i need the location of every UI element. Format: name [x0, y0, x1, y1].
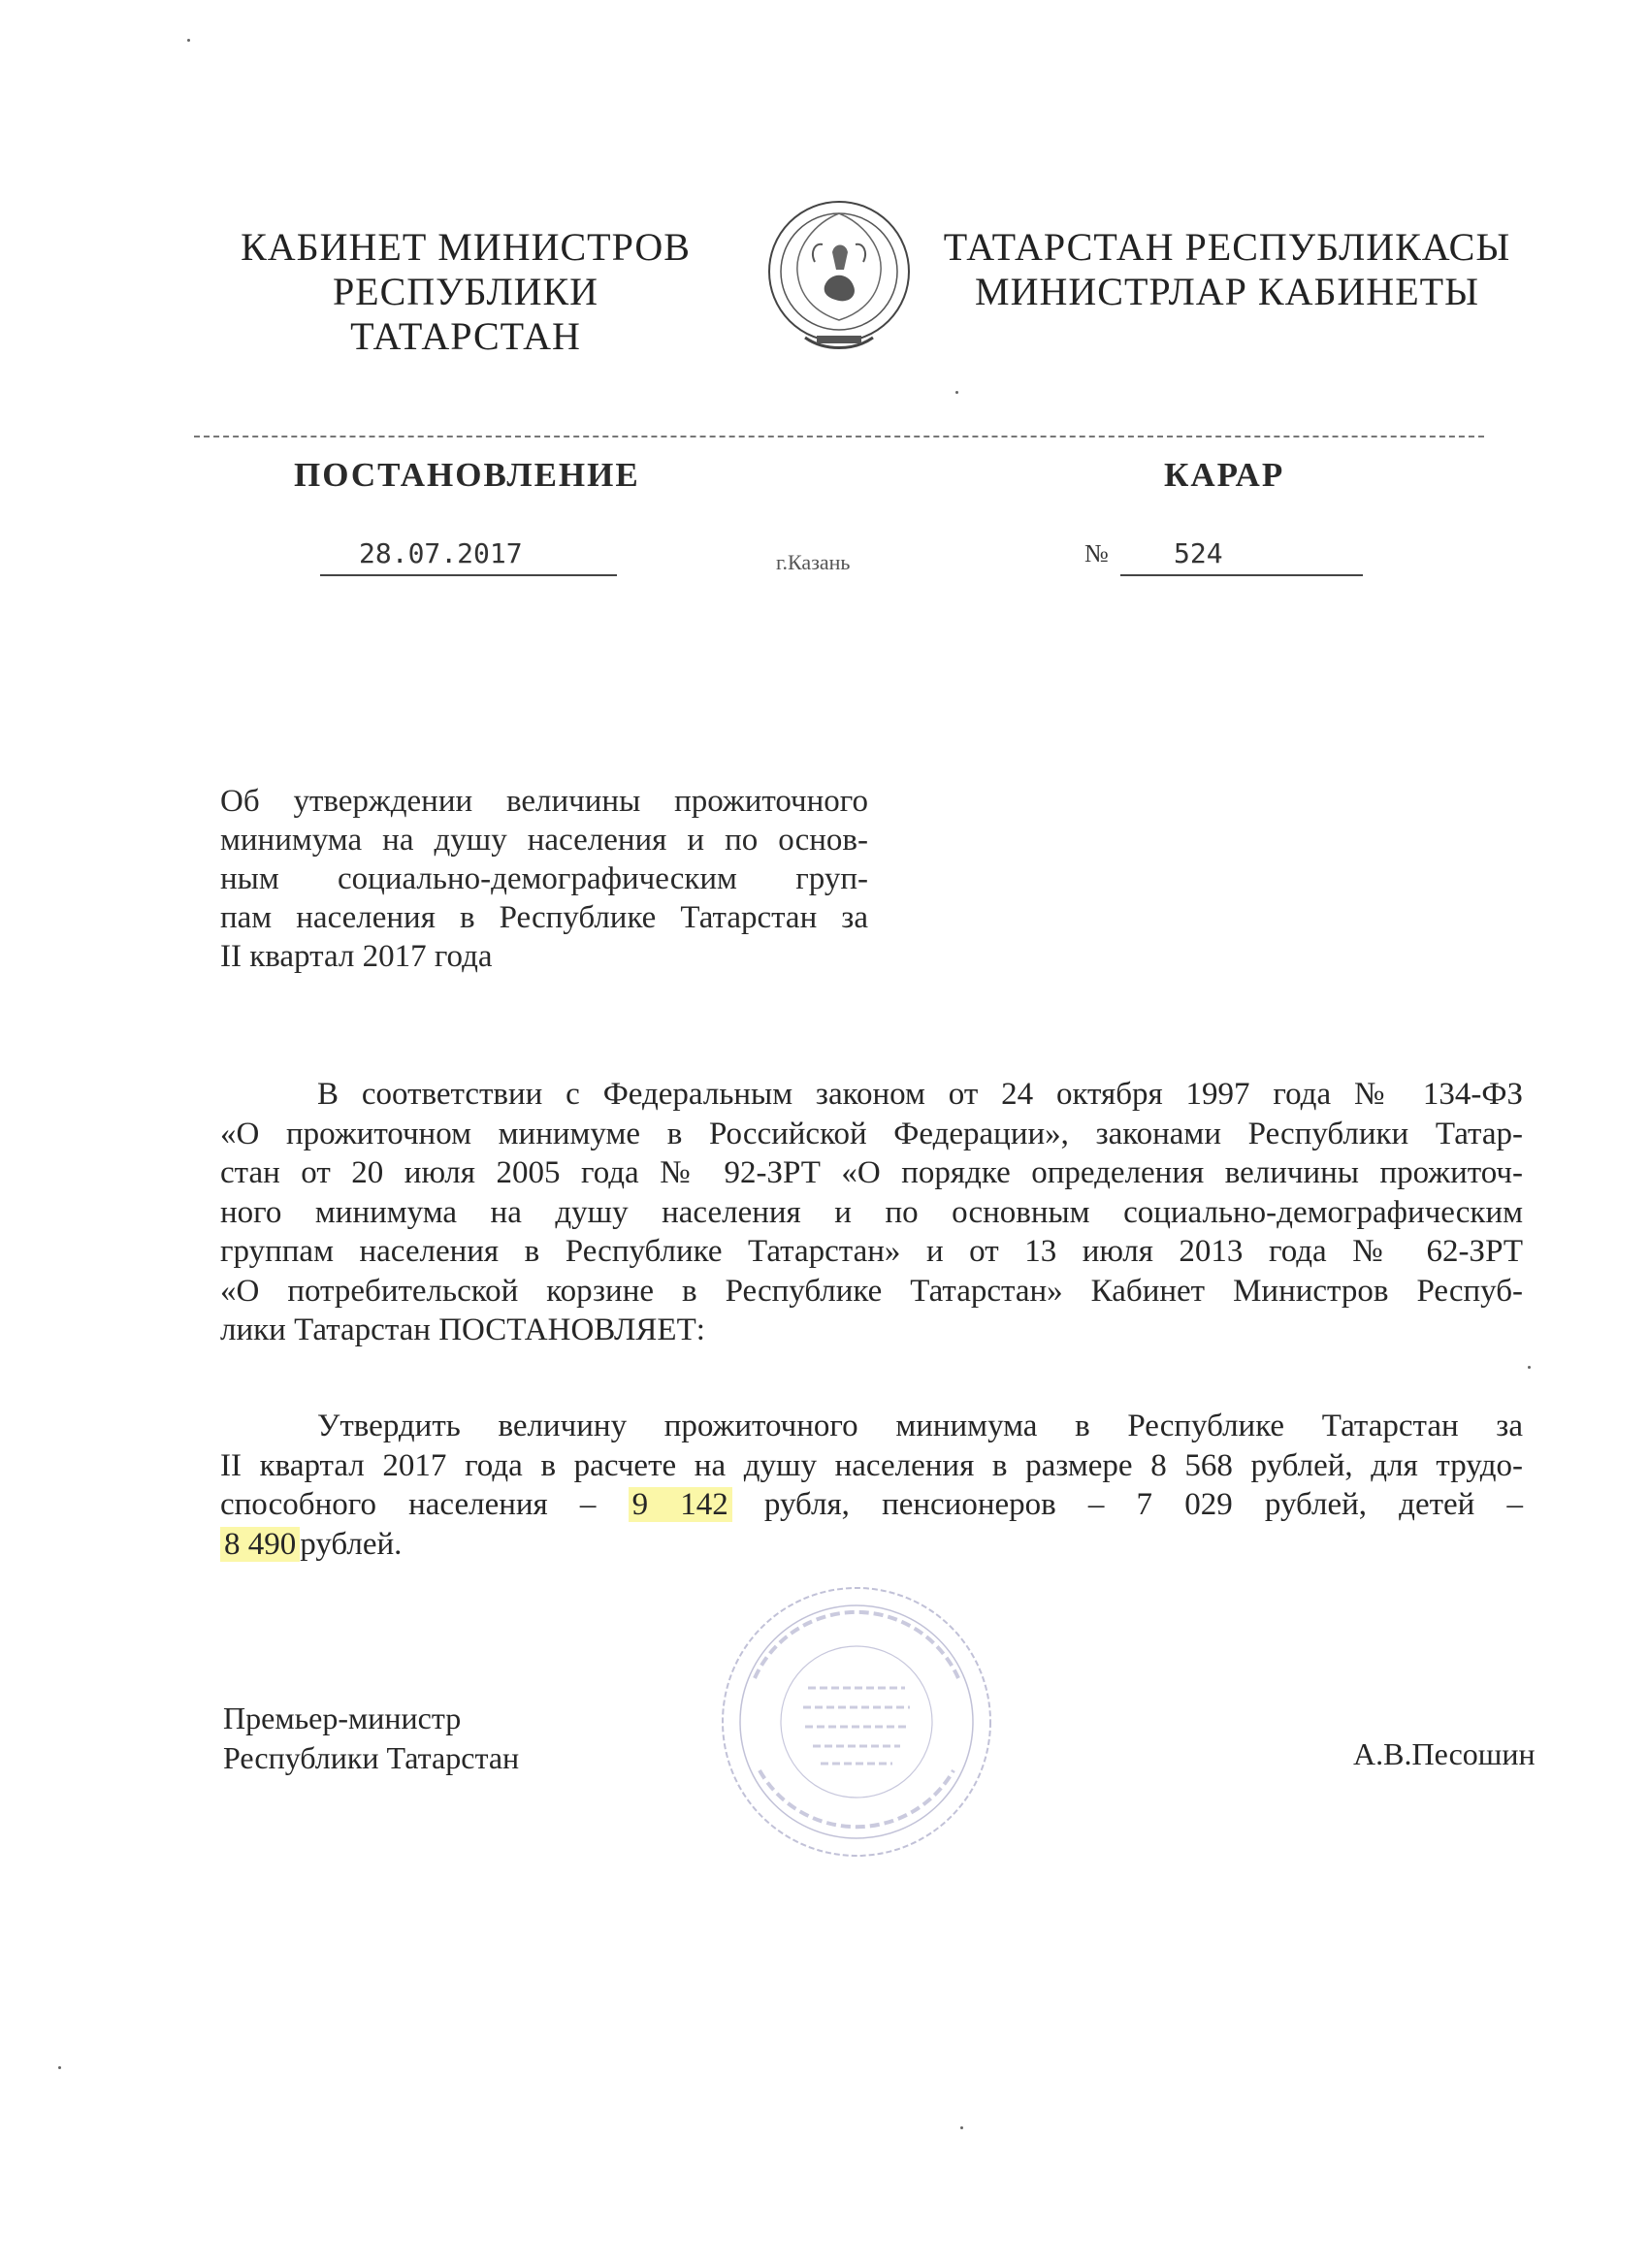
signatory-title-line2: Республики Татарстан — [223, 1740, 520, 1775]
document-date: 28.07.2017 — [359, 537, 523, 569]
scan-speck — [187, 39, 190, 42]
document-city: г.Казань — [776, 550, 851, 574]
document-number: 524 — [1174, 537, 1223, 569]
subject-line: пам населения в Республике Татарстан за — [220, 900, 868, 935]
resolution-text: способного населения – — [220, 1487, 597, 1522]
resolution-text: рублей. — [300, 1526, 403, 1562]
number-sign: № — [1084, 539, 1109, 567]
subject-line: ным социально-демографическим груп- — [220, 861, 868, 896]
scan-speck — [58, 2066, 61, 2069]
preamble-paragraph — [220, 1075, 1523, 1350]
header-divider — [194, 436, 1484, 437]
header-left-line2: РЕСПУБЛИКИ ТАТАРСТАН — [332, 270, 599, 358]
document-subject — [220, 782, 868, 976]
signatory-title — [223, 1699, 519, 1778]
resolution-text: рубля, пенсионеров – 7 029 рублей, детей – — [763, 1487, 1524, 1522]
highlighted-amount-children: 8 490 — [220, 1527, 300, 1562]
preamble-line: ного минимума на душу населения и по основным социально-демографическим — [220, 1194, 1523, 1230]
signatory-name: А.В.Песошин — [1353, 1736, 1536, 1771]
preamble-line: «О потребительской корзине в Республике Татарстан» Кабинет Министров Респуб- — [220, 1273, 1523, 1309]
subject-line: II квартал 2017 года — [220, 939, 493, 974]
doc-type-ru: ПОСТАНОВЛЕНИЕ — [294, 456, 640, 494]
resolution-line: II квартал 2017 года в расчете на душу населения в размере 8 568 рублей, для трудо- — [220, 1447, 1523, 1483]
scan-speck — [960, 2126, 963, 2129]
scan-speck — [1528, 1366, 1531, 1369]
signatory-title-line1: Премьер-министр — [223, 1701, 462, 1735]
preamble-line: группам населения в Республике Татарстан» и от 13 июля 2013 года № 62-ЗРТ — [220, 1234, 1523, 1269]
subject-line: Об утверждении величины прожиточного — [220, 784, 868, 819]
resolution-line — [220, 1525, 1523, 1565]
subject-line: минимума на душу населения и по основ- — [220, 823, 868, 858]
preamble-line: «О прожиточном минимуме в Российской Федерации», законами Республики Татар- — [220, 1116, 1523, 1151]
preamble-line: лики Татарстан ПОСТАНОВЛЯЕТ: — [220, 1312, 705, 1347]
official-seal-icon — [716, 1581, 997, 1863]
header-left — [223, 225, 708, 359]
header-left-line1: КАБИНЕТ МИНИСТРОВ — [241, 225, 691, 269]
preamble-line: В соответствии с Федеральным законом от 24 октября 1997 года № 134-ФЗ — [317, 1077, 1523, 1112]
doc-type-tt: КАРАР — [1164, 456, 1285, 494]
preamble-line: стан от 20 июля 2005 года № 92-ЗРТ «О порядке определения величины прожиточ- — [220, 1155, 1523, 1190]
resolution-line: Утвердить величину прожиточного минимума в Республике Татарстан за — [317, 1409, 1523, 1443]
resolution-line — [220, 1485, 1523, 1525]
tatarstan-emblem-icon — [757, 194, 922, 357]
header-right-line2: МИНИСТРЛАР КАБИНЕТЫ — [975, 270, 1479, 313]
resolution-paragraph — [220, 1407, 1523, 1564]
date-field — [320, 534, 617, 576]
header-right-line1: ТАТАРСТАН РЕСПУБЛИКАСЫ — [943, 225, 1511, 269]
number-field — [1120, 534, 1363, 576]
scan-speck — [955, 391, 958, 394]
header-right — [936, 225, 1518, 314]
highlighted-amount-working-age: 9 142 — [629, 1487, 732, 1522]
